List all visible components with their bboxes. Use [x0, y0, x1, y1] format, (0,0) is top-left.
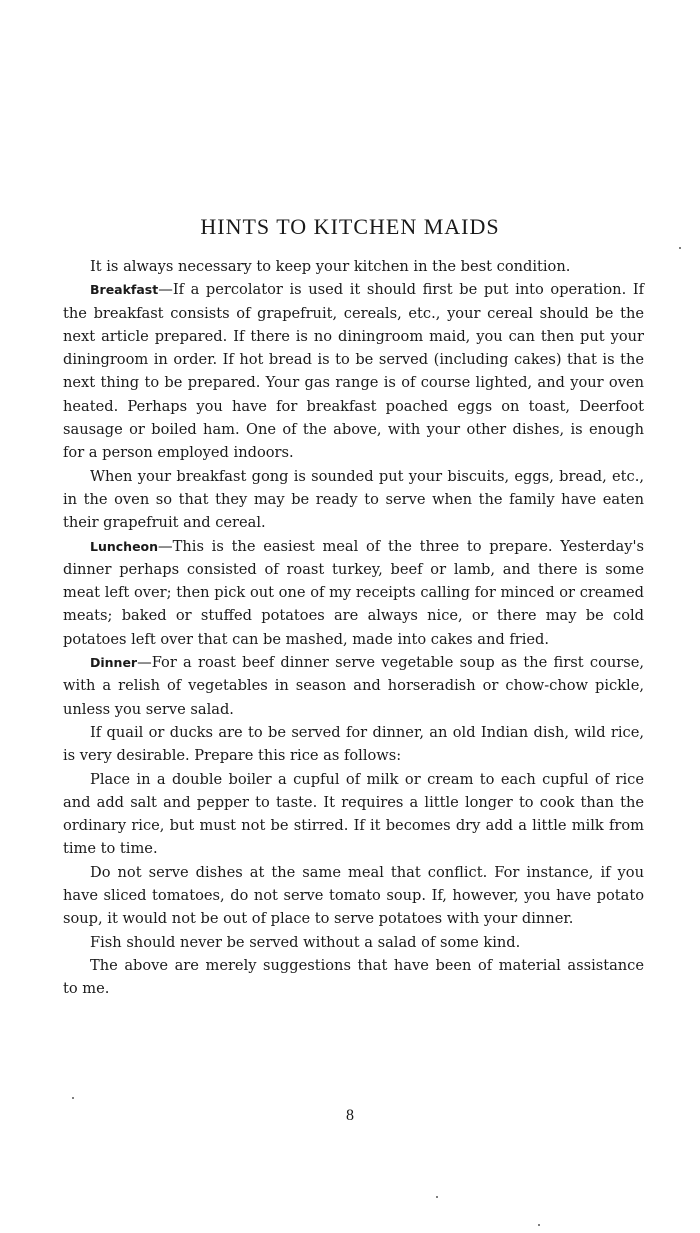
page-title: HINTS TO KITCHEN MAIDS — [200, 214, 500, 239]
run-in-heading-luncheon: Luncheon — [90, 538, 159, 554]
paragraph-luncheon — [63, 535, 644, 651]
paragraph-closing — [63, 954, 644, 1001]
scan-speck — [538, 1224, 540, 1226]
scan-speck — [679, 247, 681, 249]
paragraph-text: Fish should never be served without a salad of some kind. — [90, 933, 521, 951]
paragraph-text: The above are merely suggestions that have been of material assistance to me. — [63, 956, 644, 998]
paragraph-text: Place in a double boiler a cupful of milk or cream to each cupful of rice and add salt and pepper to taste. It requires a little longer to cook than the ordinary rice, but must not be stirred. If it becomes dry add a little milk from time to time. — [63, 770, 644, 858]
paragraph-text: If quail or ducks are to be served for dinner, an old Indian dish, wild rice, is very desirable. Prepare this rice as follows: — [63, 723, 644, 765]
body-text — [63, 255, 644, 1001]
paragraph-wild-rice — [63, 721, 644, 768]
paragraph-dinner — [63, 651, 644, 721]
paragraph-fish — [63, 931, 644, 954]
paragraph-text: It is always necessary to keep your kitchen in the best condition. — [90, 258, 571, 275]
paragraph-breakfast-gong — [63, 465, 644, 535]
page-number: 8 — [346, 1107, 354, 1124]
run-in-heading-breakfast: Breakfast — [90, 282, 159, 298]
paragraph-text: —For a roast beef dinner serve vegetable soup as the first course, with a relish of vegetables in season and horseradish or chow-chow pickle, unless you serve salad. — [63, 654, 644, 718]
paragraph-conflicts — [63, 861, 644, 931]
scan-speck — [436, 1196, 438, 1198]
paragraph-text: —This is the easiest meal of the three to prepare. Yesterday's dinner perhaps consisted of roast turkey, beef or lamb, and there is some meat left over; then pick out one of my receipts calling for minced or creamed meats; baked or stuffed potatoes are always nice, or there may be cold potatoes left over that can be mashed, made into cakes and fried. — [63, 537, 644, 648]
run-in-heading-dinner: Dinner — [90, 655, 138, 671]
paragraph-text: —If a percolator is used it should first be put into operation. If the breakfast consists of grapefruit, cereals, etc., your cereal should be the next article prepared. If there is no diningroom maid, you can then put your diningroom in order. If hot bread is to be served (including cakes) that is the next thing to be prepared. Your gas range is of course lighted, and your oven heated. Perhaps you have for breakfast poached eggs on toast, Deerfoot sausage or boiled ham. One of the above, with your other dishes, is enough for a person employed indoors. — [63, 281, 644, 462]
paragraph-breakfast — [63, 278, 644, 464]
paragraph-rice-method — [63, 768, 644, 861]
paragraph-text: Do not serve dishes at the same meal that conflict. For instance, if you have sliced tomatoes, do not serve tomato soup. If, however, you have potato soup, it would not be out of place to serve potatoes with your dinner. — [63, 863, 644, 928]
paragraph-text: When your breakfast gong is sounded put your biscuits, eggs, bread, etc., in the oven so that they may be ready to serve when the family have eaten their grapefruit and cereal. — [63, 467, 644, 532]
scan-speck — [72, 1097, 74, 1099]
paragraph-intro — [63, 255, 644, 278]
